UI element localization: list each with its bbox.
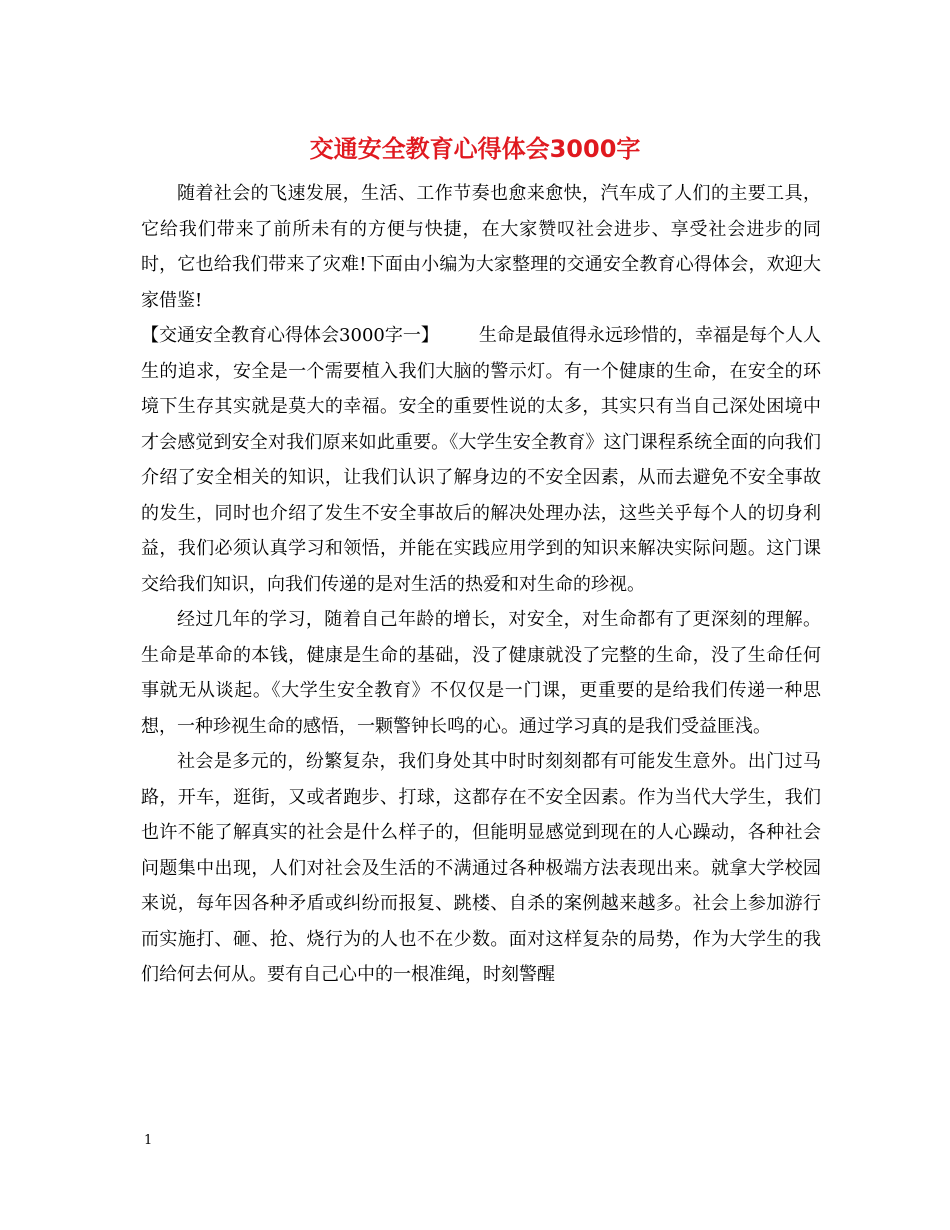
section-text: 生命是最值得永远珍惜的，幸福是每个人人生的追求，安全是一个需要植入我们大脑的警示灯。有一个健康的生命，在安全的环境下生存其实就是莫大的幸福。安全的重要性说的太多，其实只有当自己深处困境中才会感觉到安全对我们原来如此重要。《大学生安全教育》这门课程系统全面的向我们介绍了安全相关的知识，让我们认识了解身边的不安全因素，从而去避免不安全事故的发生，同时也介绍了发生不安全事故后的解决处理办法，这些关乎每个人的切身利益，我们必须认真学习和领悟，并能在实践应用学到的知识来解决实际问题。这门课交给我们知识，向我们传递的是对生活的热爱和对生命的珍视。 bbox=[141, 325, 822, 595]
document-body bbox=[141, 176, 821, 993]
page-number: 1 bbox=[144, 1133, 153, 1148]
page-title: 交通安全教育心得体会3000字 bbox=[309, 135, 641, 163]
body-paragraph-3: 社会是多元的，纷繁复杂，我们身处其中时时刻刻都有可能发生意外。出门过马路，开车，逛街，又或者跑步、打球，这都存在不安全因素。作为当代大学生，我们也许不能了解真实的社会是什么样子的，但能明显感觉到现在的人心躁动，各种社会问题集中出现，人们对社会及生活的不满通过各种极端方法表现出来。就拿大学校园来说，每年因各种矛盾或纠纷而报复、跳楼、自杀的案例越来越多。社会上参加游行而实施打、砸、抢、烧行为的人也不在少数。面对这样复杂的局势，作为大学生的我们给何去何从。要有自己心中的一根准绳，时刻警醒 bbox=[141, 751, 821, 985]
section-paragraph bbox=[141, 318, 821, 602]
section-heading: 【交通安全教育心得体会3000字一】 bbox=[141, 325, 439, 346]
body-paragraph-2: 经过几年的学习，随着自己年龄的增长，对安全，对生命都有了更深刻的理解。生命是革命的本钱，健康是生命的基础，没了健康就没了完整的生命，没了生命任何事就无从谈起。《大学生安全教育》不仅仅是一门课，更重要的是给我们传递一种思想，一种珍视生命的感悟，一颗警钟长鸣的心。通过学习真的是我们受益匪浅。 bbox=[141, 609, 821, 737]
intro-paragraph: 随着社会的飞速发展，生活、工作节奏也愈来愈快，汽车成了人们的主要工具，它给我们带来了前所未有的方便与快捷，在大家赞叹社会进步、享受社会进步的同时，它也给我们带来了灾难!下面由小编为大家整理的交通安全教育心得体会，欢迎大家借鉴! bbox=[141, 183, 821, 311]
